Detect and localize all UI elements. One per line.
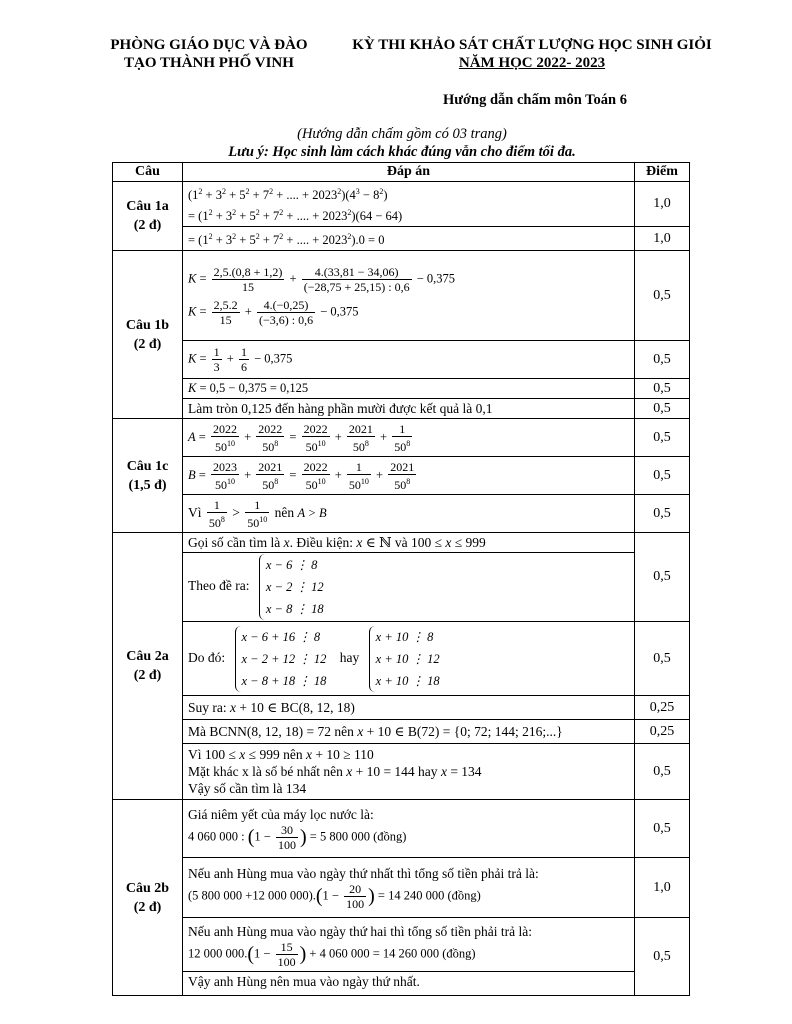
table-row: [113, 622, 690, 696]
table-row: [113, 341, 690, 379]
score-cell: 0,5: [635, 533, 690, 622]
table-row: [113, 379, 690, 399]
answer-cell: Theo đề ra: x − 6 ⋮ 8 x − 2 ⋮ 12 x − 8 ⋮ 18: [183, 553, 635, 622]
question-points: (2 đ): [133, 668, 162, 684]
table-row: [113, 495, 690, 533]
text-nen: nên: [334, 724, 354, 740]
text-theo-de: Theo đề ra:: [188, 578, 250, 594]
text-dieu-kien: . Điều kiện:: [289, 535, 353, 551]
calc-prefix: 12 000 000.: [188, 946, 248, 961]
text-day-two: Nếu anh Hùng mua vào ngày thứ hai thì tổng số tiền phải trả là:: [188, 924, 532, 940]
score-cell: 0,5: [635, 918, 690, 996]
text-vi: Vì: [188, 747, 202, 763]
score-cell: 0,5: [635, 251, 690, 341]
table-row: [113, 457, 690, 495]
table-row: [113, 182, 690, 227]
table-row: [113, 553, 690, 622]
score-cell: 0,5: [635, 622, 690, 696]
question-label: [113, 800, 183, 996]
header-cau: Câu: [113, 163, 183, 182]
org-line-2: TẠO THÀNH PHỐ VINH: [124, 55, 294, 71]
text-vi: Vì: [188, 505, 202, 521]
text-va: và: [394, 535, 408, 551]
answer-cell: Làm tròn 0,125 đến hàng phần mười được kết quả là 0,1: [183, 399, 635, 419]
answer-cell: Nếu anh Hùng mua vào ngày thứ hai thì tổng số tiền phải trả là: 12 000 000.(1 − $\frac{15}{100}$ ) + 4 060 000 = 14 260 000 (đồng) Vậy anh Hùng nên mua vào ngày thứ nhất.: [183, 918, 635, 996]
exam-header: [332, 36, 732, 72]
text-goi-so: Gọi số cần tìm là: [188, 535, 281, 551]
question-points: (2 đ): [133, 899, 162, 915]
table-row: [113, 720, 690, 744]
calc-result: = 14 240 000 (đồng): [377, 888, 481, 903]
question-number: Câu 1a: [126, 199, 169, 215]
question-number: Câu 1b: [125, 317, 170, 333]
table-row: [113, 918, 690, 996]
question-number: Câu 2a: [126, 649, 169, 665]
org-line-1: PHÒNG GIÁO DỤC VÀ ĐÀO: [110, 37, 308, 53]
question-label: [113, 419, 183, 533]
score-cell: 0,25: [635, 696, 690, 720]
text-hay: hay: [339, 650, 360, 666]
table-row: [113, 399, 690, 419]
question-points: (1,5 đ): [128, 477, 167, 493]
question-label: [113, 533, 183, 800]
calc-result: = 5 800 000 (đồng): [309, 829, 407, 844]
answer-cell: K = $\frac{1}{3}$ + $\frac{1}{6}$ − 0,375: [183, 341, 635, 379]
score-cell: 0,5: [635, 419, 690, 457]
score-cell: 0,5: [635, 379, 690, 399]
score-cell: 0,5: [635, 457, 690, 495]
guide-title: Hướng dẫn chấm môn Toán 6: [443, 92, 627, 108]
question-points: (2 đ): [133, 336, 162, 352]
table-row: [113, 227, 690, 251]
calc-prefix: 4 060 000 :: [188, 829, 245, 844]
table-header-row: [113, 163, 690, 182]
answer-cell: B = $\frac{2023}{50^{10}}$ + $\frac{2021}{50^8}$ = $\frac{2022}{50^{10}}$ + $\frac{1}{50^{10}}$ + $\frac{2021}{50^8}$: [183, 457, 635, 495]
table-row: [113, 419, 690, 457]
answer-cell: = ($1^2 + 3^2 + 5^2 + 7^2$ + .... + $2023^2).0 = 0$: [183, 227, 635, 251]
page-count-note: (Hướng dẫn chấm gồm có 03 trang): [297, 126, 507, 142]
organization-header: [84, 36, 334, 72]
table-row: [113, 696, 690, 720]
score-cell: 1,0: [635, 858, 690, 918]
score-cell: 1,0: [635, 182, 690, 227]
exam-title: KỲ THI KHẢO SÁT CHẤT LƯỢNG HỌC SINH GIỎI: [352, 37, 712, 53]
text-conclusion: Vậy anh Hùng nên mua vào ngày thứ nhất.: [183, 971, 634, 990]
text-mat-khac: Mặt khác x là số bé nhất nên: [188, 764, 343, 780]
header-diem: Điểm: [635, 163, 690, 182]
answer-cell: Vì 100 ≤ x ≤ 999 nên x + 10 ≥ 110 Mặt khác x là số bé nhất nên x + 10 = 144 hay x = 134 Vậy số cần tìm là 134: [183, 744, 635, 800]
question-label: [113, 182, 183, 251]
score-cell: 0,5: [635, 800, 690, 858]
text-ma: Mà: [188, 724, 206, 740]
school-year: NĂM HỌC 2022- 2023: [458, 55, 606, 71]
score-cell: 1,0: [635, 227, 690, 251]
question-label: [113, 251, 183, 419]
text-conclusion: Vậy số cần tìm là 134: [188, 781, 307, 797]
text-list-price: Giá niêm yết của máy lọc nước là:: [188, 806, 374, 822]
answer-cell: Gọi số cần tìm là x. Điều kiện: x ∈ ℕ và 100 ≤ x ≤ 999: [183, 533, 635, 553]
answer-cell: Nếu anh Hùng mua vào ngày thứ nhất thì tổng số tiền phải trả là: (5 800 000 +12 000 000).(1 − $\frac{20}{100}$ ) = 14 240 000 (đồng): [183, 858, 635, 918]
question-number: Câu 1c: [126, 458, 169, 474]
text-day-one: Nếu anh Hùng mua vào ngày thứ nhất thì tổng số tiền phải trả là:: [188, 865, 539, 881]
answer-cell: ($1^2 + 3^2 + 5^2 + 7^2$ + .... + $2023^2)(4^3 - 8^2)$ = ($1^2 + 3^2 + 5^2 + 7^2$ + .... + $2023^2)(64 - 64)$: [183, 182, 635, 227]
score-cell: 0,5: [635, 341, 690, 379]
calc-prefix: (5 800 000 +12 000 000).: [188, 888, 316, 903]
answer-cell: Giá niêm yết của máy lọc nước là: 4 060 000 : (1 − $\frac{30}{100}$ ) = 5 800 000 (đồng): [183, 800, 635, 858]
table-row: [113, 251, 690, 341]
table-row: [113, 858, 690, 918]
text-do-do: Do đó:: [188, 650, 226, 666]
answer-cell: Vì $\frac{1}{50^8}$ > $\frac{1}{50^{10}}$ nên A > B: [183, 495, 635, 533]
grading-note: Lưu ý: Học sinh làm cách khác đúng vẫn cho điểm tối đa.: [228, 144, 576, 160]
score-cell: 0,5: [635, 495, 690, 533]
question-points: (2 đ): [133, 218, 162, 234]
answer-cell: K = 0,5 − 0,375 = 0,125: [183, 379, 635, 399]
question-number: Câu 2b: [125, 880, 170, 896]
score-cell: 0,5: [635, 399, 690, 419]
calc-result: + 4 060 000 = 14 260 000 (đồng): [309, 946, 476, 961]
answer-cell: A = $\frac{2022}{50^{10}}$ + $\frac{2022}{50^8}$ = $\frac{2022}{50^{10}}$ + $\frac{2021}{50^8}$ + $\frac{1}{50^8}$: [183, 419, 635, 457]
table-row: [113, 800, 690, 858]
answer-cell: Suy ra: x + 10 ∈ BC(8, 12, 18): [183, 696, 635, 720]
table-row: [113, 744, 690, 800]
header-dap-an: Đáp án: [183, 163, 635, 182]
text-nen: nên: [274, 505, 295, 521]
text-suy-ra: Suy ra:: [188, 700, 227, 716]
answer-cell: K = $\frac{2,5.(0,8 + 1,2)}{15}$ + $\frac{4.(33,81 - 34,06)}{(-28,75 + 25,15) : 0,6}$ − 0,375 K = $\frac{2,5.2}{15}$ + $\frac{4.(-0,25)}{(-3,6) : 0,6}$ − 0,375: [183, 251, 635, 341]
table-row: [113, 533, 690, 553]
answer-table: [112, 162, 690, 996]
answer-cell: Do đó: x − 6 + 16 ⋮ 8 x − 2 + 12 ⋮ 12 x − 8 + 18 ⋮ 18 hay x + 10 ⋮ 8 x + 10 ⋮ 12 x + 10 ⋮ 18: [183, 622, 635, 696]
score-cell: 0,5: [635, 744, 690, 800]
answer-cell: Mà BCNN(8, 12, 18) = 72 nên x + 10 ∈ B(72) = {0; 72; 144; 216;...}: [183, 720, 635, 744]
score-cell: 0,25: [635, 720, 690, 744]
